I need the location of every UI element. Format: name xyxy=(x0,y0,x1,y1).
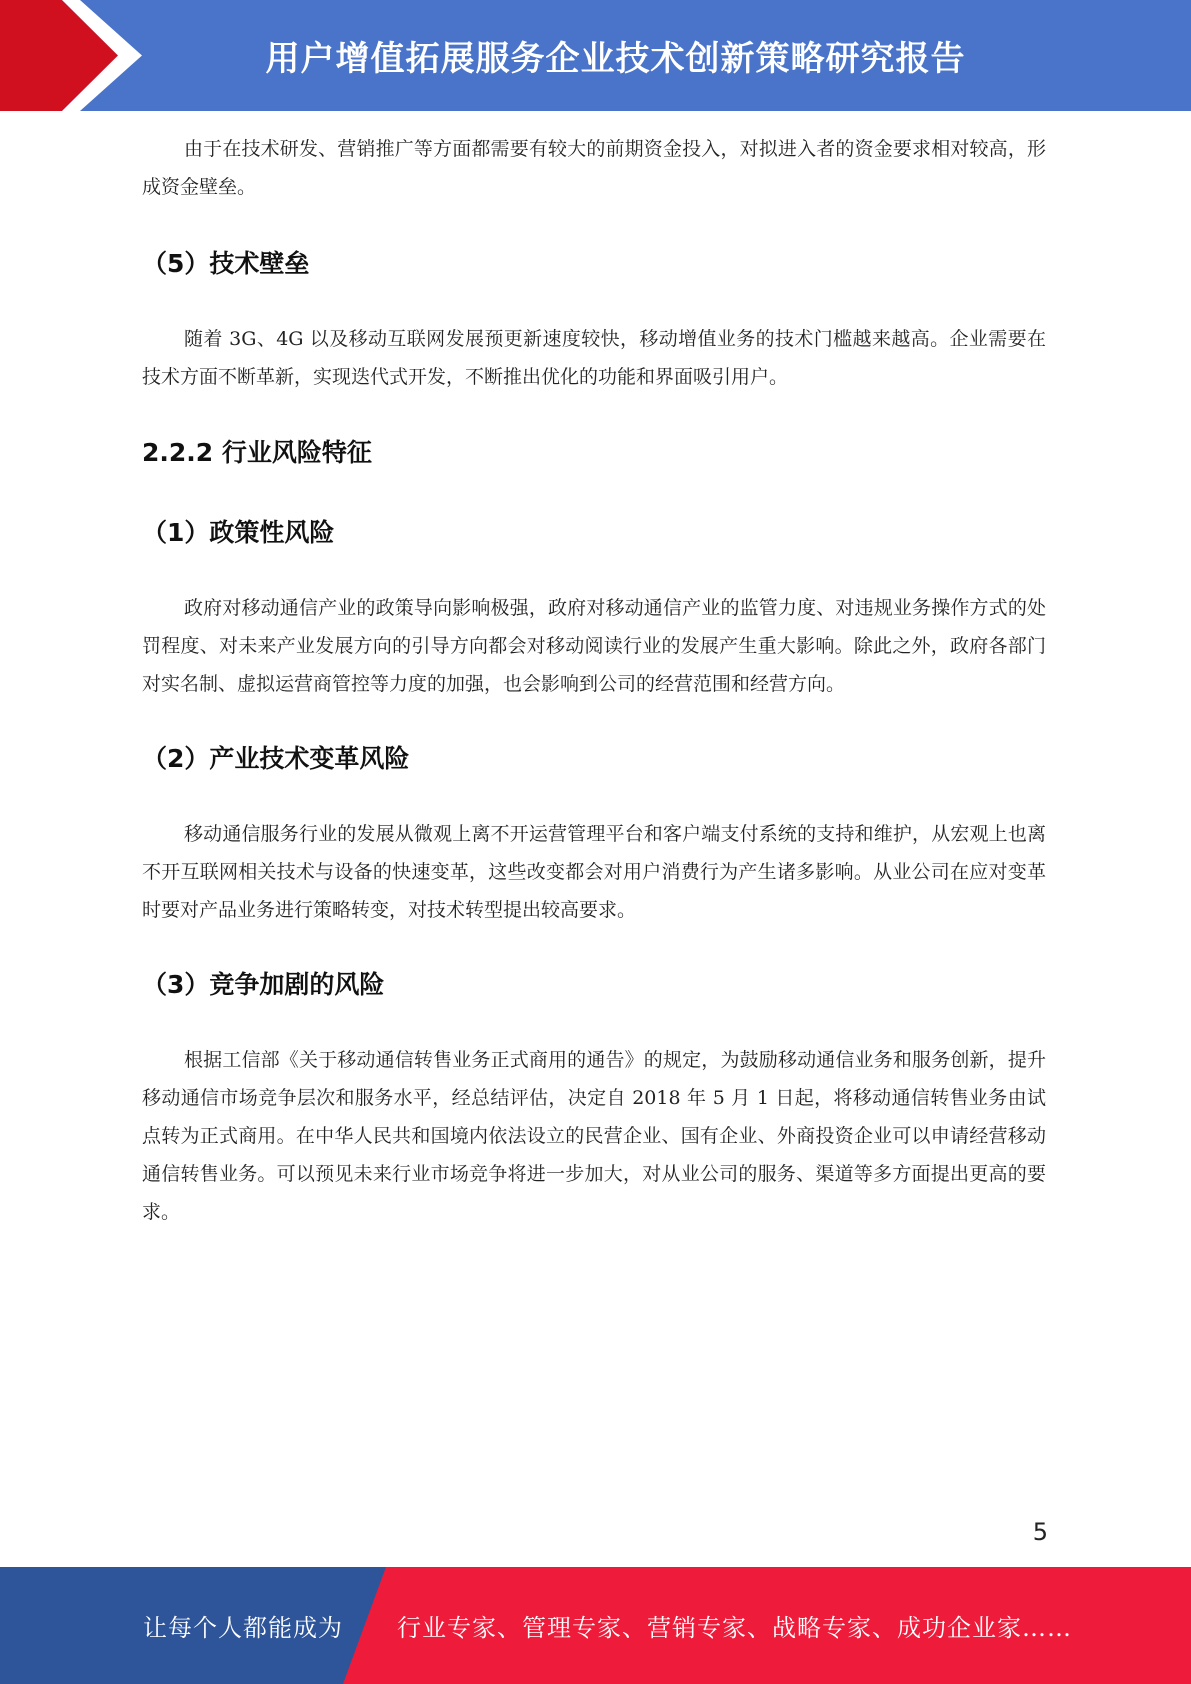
tech-barrier-heading: （5）技术壁垒 xyxy=(142,249,310,278)
section-heading: 2.2.2 行业风险特征 xyxy=(142,438,372,467)
intro-paragraph: 由于在技术研发、营销推广等方面都需要有较大的前期资金投入，对拟进入者的资金要求相对较高，形成资金壁垒。 xyxy=(142,138,1046,198)
report-title: 用户增值拓展服务企业技术创新策略研究报告 xyxy=(265,39,966,79)
header-arrow-decoration xyxy=(0,0,160,111)
competition-paragraph: 根据工信部《关于移动通信转售业务正式商用的通告》的规定，为鼓励移动通信业务和服务创新，提升移动通信市场竞争层次和服务水平，经总结评估，决定自 2018 年 5 月 1 日起，将移动通信转售业务由试点转为正式商用。在中华人民共和国境内依法设立的民营企业、国有企业、外商投资企业可以申请经营移动通信转售业务。可以预见未来行业市场竞争将进一步加大，对从业公司的服务、渠道等多方面提出更高的要求。 xyxy=(142,1049,1046,1223)
policy-risk-heading: （1）政策性风险 xyxy=(142,518,335,547)
page-header xyxy=(0,0,1191,111)
policy-risk-paragraph: 政府对移动通信产业的政策导向影响极强，政府对移动通信产业的监管力度、对违规业务操作方式的处罚程度、对未来产业发展方向的引导方向都会对移动阅读行业的发展产生重大影响。除此之外，政府各部门对实名制、虚拟运营商管控等力度的加强，也会影响到公司的经营范围和经营方向。 xyxy=(142,597,1046,695)
page-footer xyxy=(0,1567,1191,1684)
tech-change-paragraph: 移动通信服务行业的发展从微观上离不开运营管理平台和客户端支付系统的支持和维护，从宏观上也离不开互联网相关技术与设备的快速变革，这些改变都会对用户消费行为产生诸多影响。从业公司在应对变革时要对产品业务进行策略转变，对技术转型提出较高要求。 xyxy=(142,823,1046,921)
footer-slogan-left: 让每个人都能成为 xyxy=(143,1614,343,1642)
tech-change-heading: （2）产业技术变革风险 xyxy=(142,744,410,773)
page-number: 5 xyxy=(1032,1518,1048,1546)
document-body xyxy=(142,130,1046,1231)
tech-barrier-paragraph: 随着 3G、4G 以及移动互联网发展预更新速度较快，移动增值业务的技术门槛越来越高。企业需要在技术方面不断革新，实现迭代式开发，不断推出优化的功能和界面吸引用户。 xyxy=(142,328,1046,388)
competition-heading: （3）竞争加剧的风险 xyxy=(142,970,385,999)
footer-slogan-right: 行业专家、管理专家、营销专家、战略专家、成功企业家…… xyxy=(397,1614,1072,1642)
